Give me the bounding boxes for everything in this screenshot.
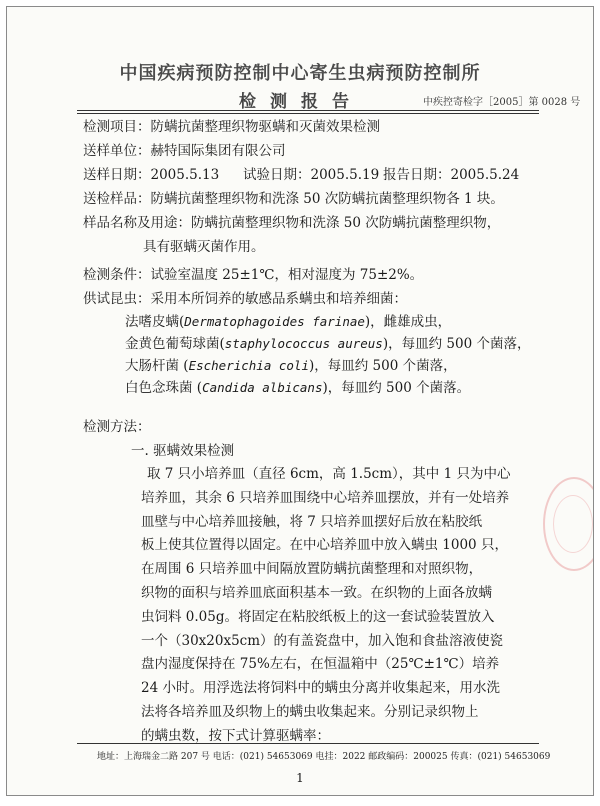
paragraph-line: 盘内湿度保持在 75%左右，在恒温箱中（25℃±1℃）培养 [141, 656, 500, 673]
paragraph-line: 皿壁与中心培养皿接触，将 7 只培养皿摆好后放在粘胶纸 [141, 513, 483, 530]
method-paragraph [83, 463, 543, 749]
insect-list [83, 311, 543, 399]
seal-inner-ring [553, 495, 593, 553]
document-page [6, 6, 594, 796]
header-rule-top [77, 110, 539, 111]
client: 送样单位：赫特国际集团有限公司 [83, 143, 286, 159]
report-title: 检测报告 [239, 92, 363, 112]
header-rule-bottom [77, 113, 539, 114]
section-title: 一. 驱螨效果检测 [131, 443, 235, 459]
footer-contact: 地址：上海瑞金二路 207 号 电话：(021) 54653069 电挂：2022 邮政编码：200025 传真：(021) 54653069 [97, 752, 551, 762]
received-date: 送样日期：2005.5.13 [83, 167, 220, 183]
paragraph-line: 在周围 6 只培养皿中间隔放置防螨抗菌整理和对照织物， [141, 561, 483, 578]
method-heading: 检测方法： [83, 419, 151, 435]
report-number: 中疾控寄检字［2005］第 0028 号 [423, 97, 581, 108]
paragraph-line: 一个（30x20x5cm）的有盖瓷盘中，加入饱和食盐溶液使瓷 [141, 632, 504, 649]
insect-item: 大肠杆菌 (Escherichia coli)，每皿约 500 个菌落， [125, 358, 457, 374]
samples: 送检样品：防螨抗菌整理织物和洗涤 50 次防螨抗菌整理织物各 1 块。 [83, 191, 504, 207]
paragraph-line: 板上使其位置得以固定。在中心培养皿中放入螨虫 1000 只， [141, 537, 508, 554]
red-seal-stamp [543, 477, 594, 571]
paragraph-line: 培养皿，其余 6 只培养皿围绕中心培养皿摆放，并有一处培养 [141, 489, 510, 506]
tested-date: 试验日期：2005.5.19 [243, 167, 380, 183]
paragraph-line: 法将各培养皿及织物上的螨虫收集起来。分别记录织物上 [141, 703, 479, 720]
paragraph-line: 虫饲料 0.05g。将固定在粘胶纸板上的这一套试验装置放入 [141, 608, 495, 625]
paragraph-line: 24 小时。用浮选法将饲料中的螨虫分离并收集起来，用水洗 [141, 680, 500, 697]
reported-date: 报告日期：2005.5.24 [383, 167, 520, 183]
paragraph-line: 的螨虫数，按下式计算驱螨率： [141, 727, 330, 744]
organization-title: 中国疾病预防控制中心寄生虫病预防控制所 [119, 63, 481, 84]
test-item: 检测项目：防螨抗菌整理织物驱螨和灭菌效果检测 [83, 119, 380, 135]
insect-item: 白色念珠菌 (Candida albicans)，每皿约 500 个菌落。 [125, 380, 471, 396]
sample-name-line-1: 样品名称及用途：防螨抗菌整理织物和洗涤 50 次防螨抗菌整理织物， [83, 215, 501, 231]
dates-row [83, 163, 543, 187]
insect-item: 法嗜皮螨(Dermatophagoides farinae)，雌雄成虫， [125, 314, 452, 330]
sample-name-line-2: 具有驱螨灭菌作用。 [143, 239, 265, 255]
insect-item: 金黄色葡萄球菌(staphylococcus aureus)，每皿约 500 个菌落， [125, 336, 531, 352]
page-number: 1 [296, 771, 304, 785]
test-conditions: 检测条件：试验室温度 25±1℃，相对湿度为 75±2%。 [83, 267, 424, 283]
footer-rule [77, 743, 539, 744]
insects-intro: 供试昆虫：采用本所饲养的敏感品系螨虫和培养细菌： [83, 291, 407, 307]
paragraph-line: 织物的面积与培养皿底面积基本一致。在织物的上面各放螨 [141, 584, 492, 601]
paragraph-line: 取 7 只小培养皿（直径 6cm，高 1.5cm），其中 1 只为中心 [147, 466, 511, 482]
report-body [83, 115, 543, 749]
